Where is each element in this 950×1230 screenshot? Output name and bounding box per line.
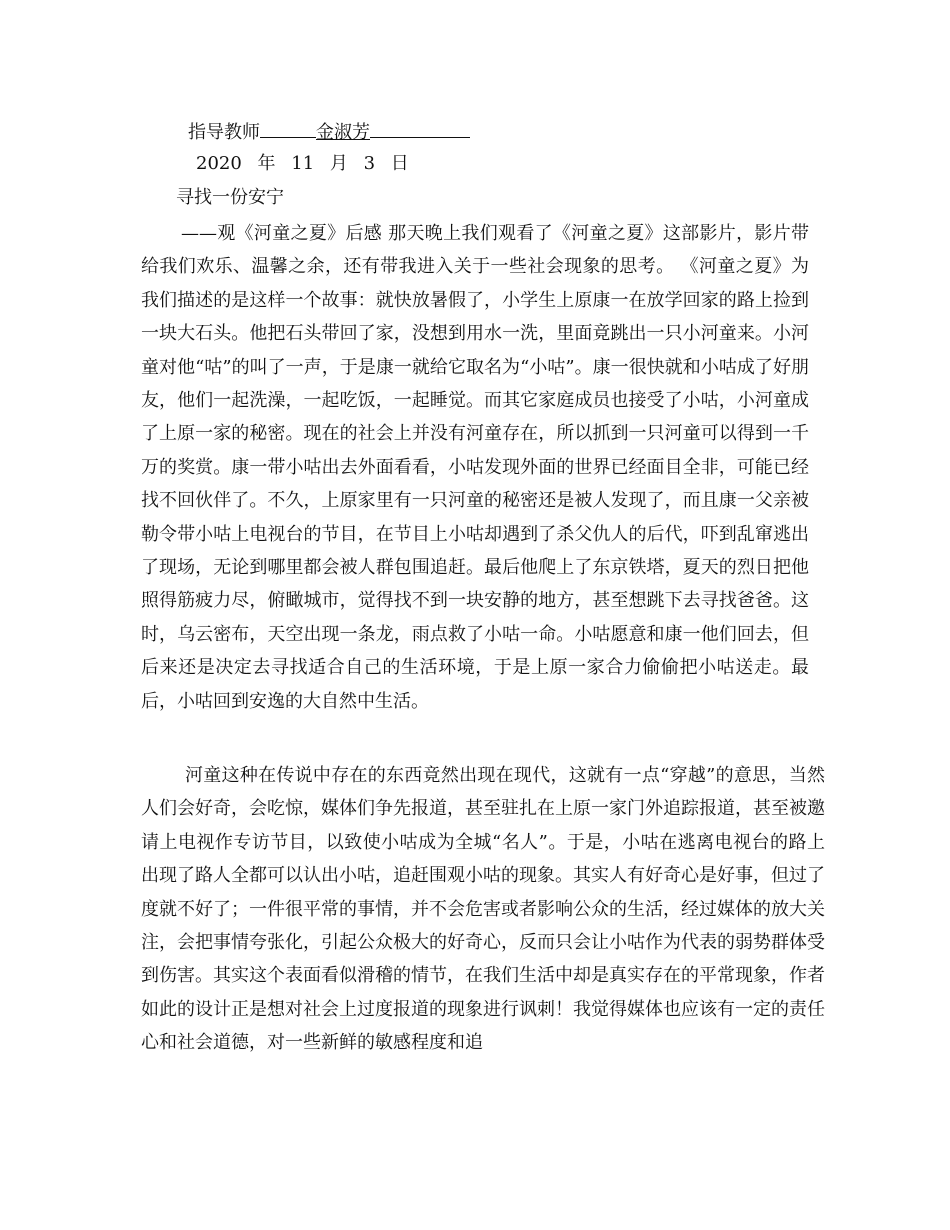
teacher-line	[188, 119, 470, 145]
date-line: 2020 年 11 月 3 日	[196, 153, 409, 174]
teacher-label: 指导教师	[188, 122, 260, 143]
paragraph-2: 河童这种在传说中存在的东西竟然出现在现代，这就有一点“穿越”的意思，当然人们会好奇，会吃惊，媒体们争先报道，甚至驻扎在上原一家门外追踪报道，甚至被邀请上电视作专访节目，以致使小咕成为全城“名人”。于是，小咕在逃离电视台的路上 出现了路人全都可以认出小咕，追赶围观小咕的现象。其实人有好奇心是好事，但过了度就不好了；一件很平常的事情，并不会危害或者影响公众的生活，经过媒体的放大关注，会把事情夸张化，引起公众极大的好奇心，反而只会让小咕作为代表的弱势群体受到伤害。其实这个表面看似滑稽的情节，在我们生活中却是真实存在的平常现象，作者如此的设计正是想对社会上过度报道的现象进行讽刺！我觉得媒体也应该有一定的责任心和社会道德，对一些新鲜的敏感程度和追	[141, 765, 825, 1054]
teacher-underline-left	[260, 119, 316, 138]
paragraph-1: ——观《河童之夏》后感 那天晚上我们观看了《河童之夏》这部影片，影片带给我们欢乐、温馨之余，还有带我进入关于一些社会现象的思考。 《河童之夏》为我们描述的是这样一个故事：就快放暑假了，小学生上原康一在放学回家的路上捡到一块大石头。他把石头带回了家，没想到用水一洗，里面竟跳出一只小河童来。小河童对他“咕”的叫了一声，于是康一就给它取名为“小咕”。康一很快就和小咕成了好朋友，他们一起洗澡，一起吃饭，一起睡觉。而其它家庭成员也接受了小咕，小河童成了上原一家的秘密。现在的社会上并没有河童存在，所以抓到一只河童可以得到一千万的奖赏。康一带小咕出去外面看看，小咕发现外面的世界已经面目全非，可能已经找不回伙伴了。不久，上原家里有一只河童的秘密还是被人发现了，而且康一父亲被勒令带小咕上电视台的节目，在节目上小咕却遇到了杀父仇人的后代，吓到乱窜逃出了现场，无论到哪里都会被人群包围追赶。最后他爬上了东京铁塔，夏天的烈日把他照得筋疲力尽，俯瞰城市，觉得找不到一块安静的地方，甚至想跳下去寻找爸爸。这时，乌云密布，天空出现一条龙，雨点救了小咕一命。小咕愿意和康一他们回去，但后来还是决定去寻找适合自己的生活环境，于是上原一家合力偷偷把小咕送走。最后，小咕回到安逸的大自然中生活。	[141, 223, 809, 712]
teacher-underline-right	[370, 119, 470, 138]
teacher-name: 金淑芳	[316, 122, 370, 143]
essay-title: 寻找一份安宁	[176, 187, 284, 208]
